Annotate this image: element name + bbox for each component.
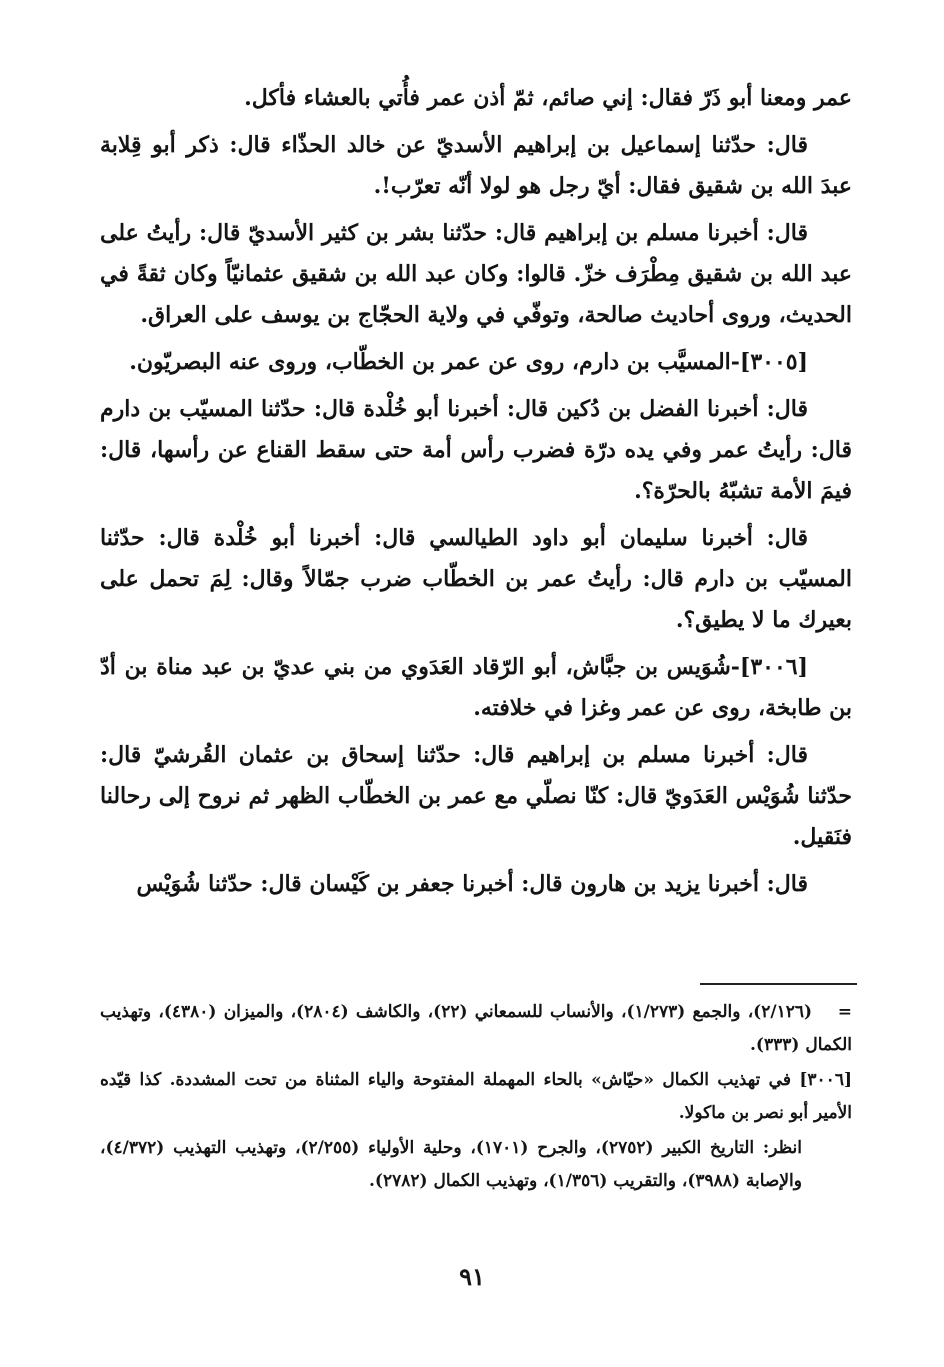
paragraph: قال: أخبرنا يزيد بن هارون قال: أخبرنا جعفر بن كَيْسان قال: حدّثنا شُوَيْس: [136, 871, 808, 897]
page-number: ٩١: [459, 1262, 485, 1291]
footnote: [100, 1064, 852, 1130]
footnotes: [100, 996, 852, 1200]
footnote-marker: =: [837, 1002, 853, 1022]
paragraph: قال: أخبرنا مسلم بن إبراهيم قال: حدّثنا بشر بن كثير الأسديّ قال: رأيتُ على عبد الله بن شقيق مِطْرَف خزّ. قالوا: وكان عبد الله بن شقيق عثمانيّاً وكان ثقةً في الحديث، وروى أحاديث صالحة، وتوفّي في ولاية الحجّاج بن يوسف على العراق.: [100, 220, 852, 328]
footnote: [100, 996, 852, 1062]
paragraph: قال: أخبرنا مسلم بن إبراهيم قال: حدّثنا إسحاق بن عثمان القُرشيّ قال: حدّثنا شُوَيْس العَدَويّ قال: كنّا نصلّي مع عمر بن الخطّاب الظهر ثم نروح إلى رحالنا فنَقيل.: [100, 742, 852, 850]
footnote-text: (٢/١٢٦)، والجمع (١/٢٧٣)، والأنساب للسمعاني (٢٢)، والكاشف (٢٨٠٤)، والميزان (٤٣٨٠)، وتهذيب الكمال (٣٣٣).: [100, 1002, 852, 1055]
entry-heading: [٣٠٠٦]-شُوَيس بن جبَّاش،: [565, 654, 808, 680]
footnote-divider: [700, 983, 857, 985]
biography-entry: [100, 647, 852, 729]
entry-heading: [٣٠٠٥]-المسيَّب بن دارم،: [571, 349, 808, 375]
paragraph: عمر ومعنا أبو ذَرّ فقال: إني صائم، ثمّ أذن عمر فأُتي بالعشاء فأكل.: [244, 85, 852, 111]
footnote: انظر: التاريخ الكبير (٢٧٥٢)، والجرح (١٧٠١)، وحلية الأولياء (٢/٢٥٥)، وتهذيب التهذيب (٤/٣٧٢)، والإصابة (٣٩٨٨)، والتقريب (١/٣٥٦)، وتهذيب الكمال (٢٧٨٢).: [100, 1138, 802, 1191]
paragraph: قال: حدّثنا إسماعيل بن إبراهيم الأسديّ عن خالد الحذّاء قال: ذكر أبو قِلابة عبدَ الله بن شقيق فقال: أيّ رجل هو لولا أنّه تعرّب!.: [100, 132, 852, 199]
biography-entry: [100, 342, 852, 383]
main-text: [100, 78, 852, 911]
footnote-marker: [٣٠٠٦]: [799, 1070, 852, 1090]
entry-text: روى عن عمر بن الخطّاب، وروى عنه البصريّون.: [129, 349, 572, 375]
paragraph: قال: أخبرنا الفضل بن دُكين قال: أخبرنا أبو خُلْدة قال: حدّثنا المسيّب بن دارم قال: رأيتُ عمر وفي يده درّة فضرب رأس أمة حتى سقط القناع عن رأسها، قال: فيمَ الأمة تشبّهُ بالحرّة؟.: [100, 396, 852, 504]
paragraph: قال: أخبرنا سليمان أبو داود الطيالسي قال: أخبرنا أبو خُلْدة قال: حدّثنا المسيّب بن دارم قال: رأيتُ عمر بن الخطّاب ضرب جمّالاً وقال: لِمَ تحمل على بعيرك ما لا يطيق؟.: [100, 525, 852, 633]
entry-text: أبو الرّقاد العَدَوي من بني عديّ بن عبد مناة بن أدّ بن طابخة، روى عن عمر وغزا في خلافته.: [100, 654, 852, 721]
footnote-text: في تهذيب الكمال «حيّاش» بالحاء المهملة المفتوحة والياء المثناة من تحت المشددة. كذا قيّده الأمير أبو نصر بن ماكولا.: [100, 1070, 852, 1123]
